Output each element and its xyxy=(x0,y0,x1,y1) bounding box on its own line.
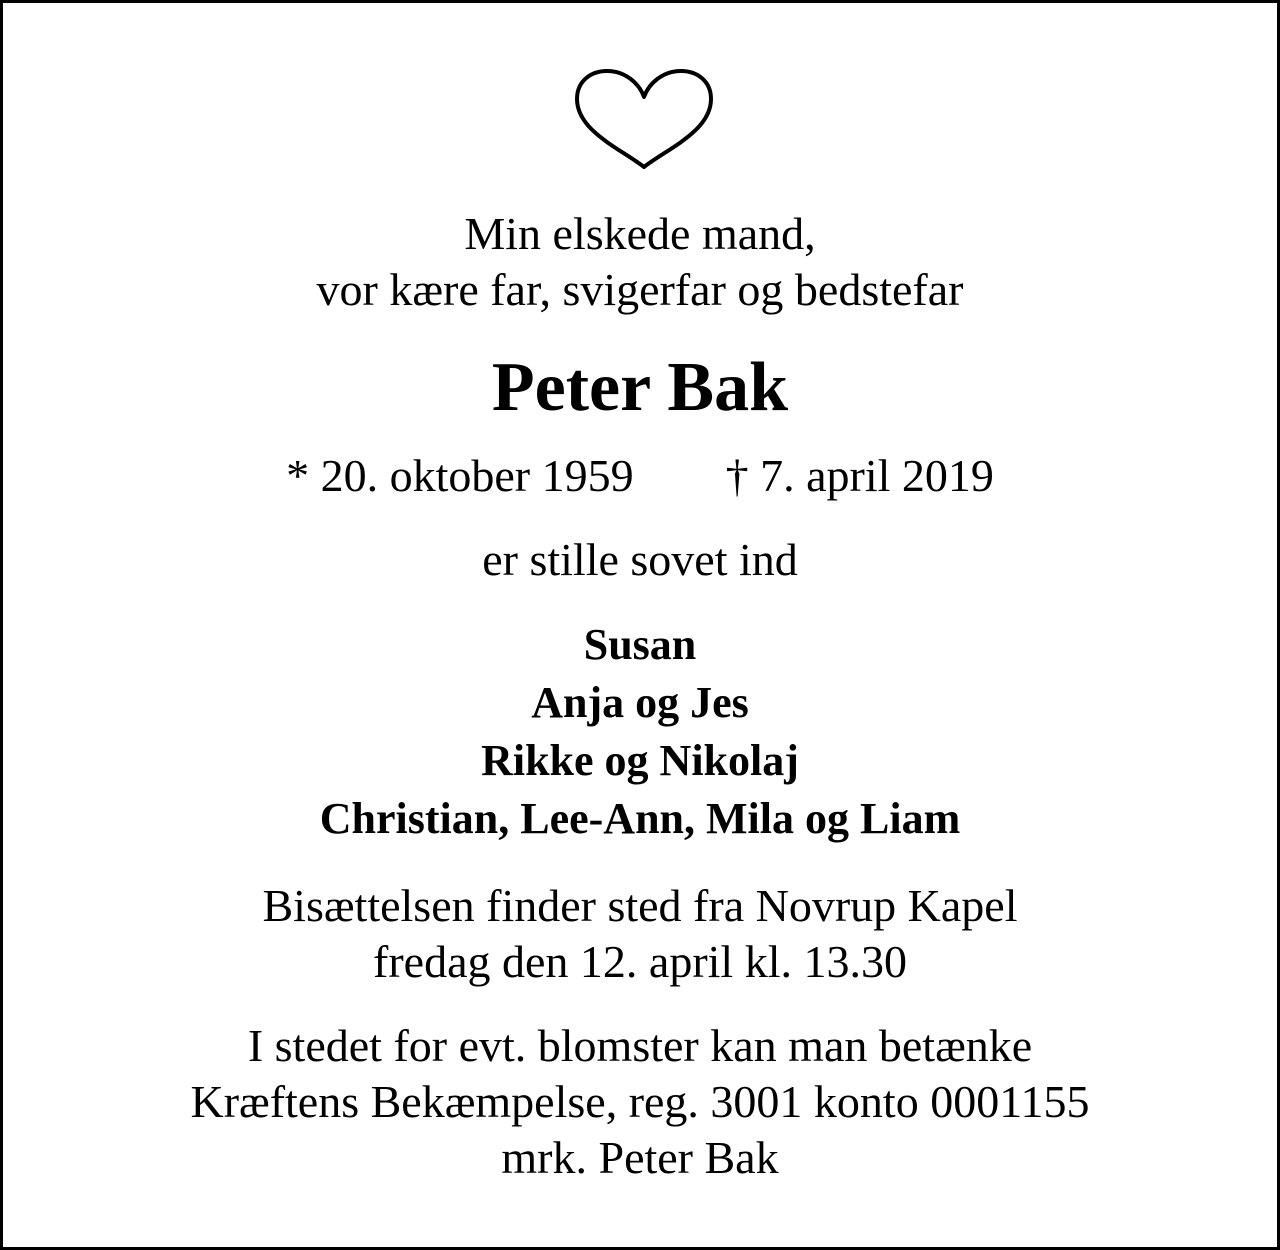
intro-line-1: Min elskede mand, xyxy=(464,208,816,259)
survivor-line-1: Susan xyxy=(583,620,697,669)
death-date: † 7. april 2019 xyxy=(725,450,994,501)
survivor-line-2: Anja og Jes xyxy=(531,678,749,727)
donation-line-2: Kræftens Bekæmpelse, reg. 3001 konto 0001155 xyxy=(190,1076,1090,1127)
intro-line-2: vor kære far, svigerfar og bedstefar xyxy=(316,264,964,315)
donation-line-3: mrk. Peter Bak xyxy=(501,1132,779,1183)
survivor-line-3: Rikke og Nikolaj xyxy=(481,736,799,785)
passing-text: er stille sovet ind xyxy=(482,534,798,585)
funeral-line-2: fredag den 12. april kl. 13.30 xyxy=(373,936,907,987)
deceased-name: Peter Bak xyxy=(491,349,789,426)
life-dates xyxy=(3,450,1277,501)
birth-date: * 20. oktober 1959 xyxy=(286,450,634,501)
survivor-line-4: Christian, Lee-Ann, Mila og Liam xyxy=(319,794,961,843)
donation-line-1: I stedet for evt. blomster kan man betænke xyxy=(247,1020,1033,1071)
heart-icon xyxy=(569,67,719,175)
funeral-line-1: Bisættelsen finder sted fra Novrup Kapel xyxy=(262,880,1018,931)
